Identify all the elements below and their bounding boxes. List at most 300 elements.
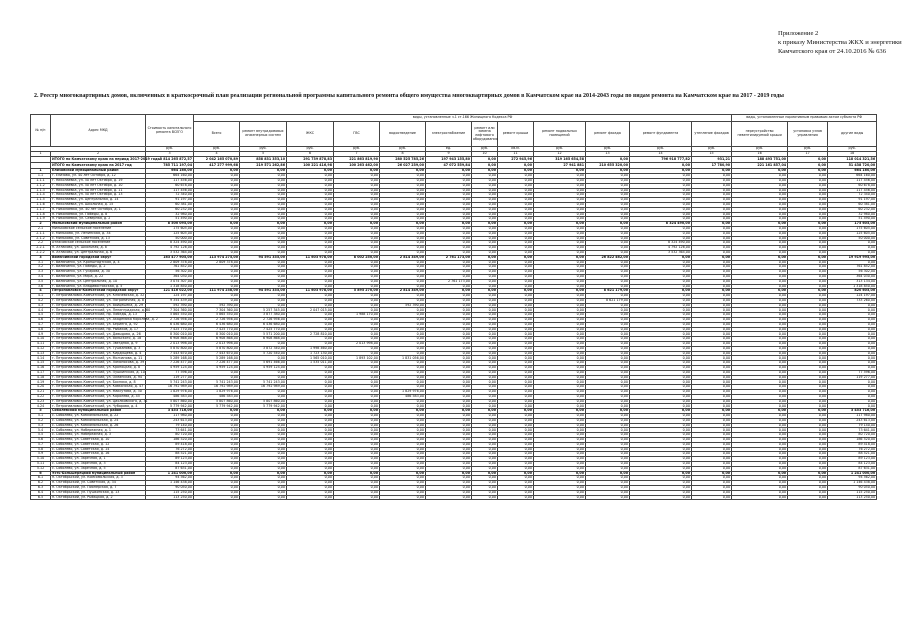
row-value: 0,00 — [788, 414, 828, 419]
row-value: 0,00 — [287, 260, 334, 265]
row-value: 0,00 — [692, 178, 732, 183]
row-value: 0,00 — [692, 265, 732, 270]
row-value: 0,00 — [630, 414, 692, 419]
row-value: 0,00 — [630, 457, 692, 462]
row-value: 0,00 — [380, 423, 426, 428]
row-value: 88 521,00 — [146, 452, 194, 457]
row-value: 0,00 — [287, 380, 334, 385]
row-value: 0,00 — [586, 337, 630, 342]
row-value: 592 390,00 — [146, 303, 194, 308]
row-value: 0,00 — [498, 183, 534, 188]
row-value: 0,00 — [426, 337, 472, 342]
row-value: 0,00 — [498, 476, 534, 481]
row-value: 0,00 — [194, 202, 240, 207]
row-value: 0,00 — [334, 337, 380, 342]
row-value: 0,00 — [586, 471, 630, 476]
row-value: 0,00 — [586, 250, 630, 255]
row-value: 0,00 — [380, 404, 426, 409]
row-address: г. Петропавловск-Камчатский, ул. Ломоносова, д. 39 — [52, 360, 145, 365]
row-value: 0,00 — [586, 433, 630, 438]
row-value: 117 456,00 — [828, 178, 877, 183]
row-value: 7 425 770,00 — [240, 327, 287, 332]
row-value: 0,00 — [334, 495, 380, 500]
row-value: 0,00 — [380, 471, 426, 476]
row-value: 0,00 — [732, 390, 788, 395]
row-address: Усть-Большерецкий муниципальный район — [51, 471, 146, 476]
row-value: 0,00 — [586, 332, 630, 337]
column-header: ремонт фундамента — [630, 122, 692, 147]
row-number: 2.1 — [31, 226, 51, 231]
row-value: 0,00 — [534, 380, 586, 385]
row-value: 0,00 — [630, 366, 692, 371]
row-value: 0,00 — [630, 418, 692, 423]
row-value: 0,00 — [788, 157, 828, 163]
row-value: 0,00 — [240, 342, 287, 347]
row-value: 2 047 015,00 — [287, 308, 334, 313]
row-address: ИТОГО по Камчатскому краю на 2017 год — [51, 163, 146, 169]
row-value: 0,00 — [380, 308, 426, 313]
column-header: водоотведение — [380, 122, 426, 147]
row-value: 0,00 — [426, 485, 472, 490]
row-address: г. Петропавловск-Камчатский, ул. Тушканова, д. 3 — [51, 346, 146, 351]
row-value: 0,00 — [534, 481, 586, 486]
row-value: 0,00 — [534, 178, 586, 183]
row-value: 0,00 — [498, 163, 534, 169]
row-value: 1 829 976,00 — [380, 390, 426, 395]
row-value: 117 456,00 — [828, 188, 877, 193]
row-value: 0,00 — [287, 298, 334, 303]
row-value: 8 621 179,00 — [586, 298, 630, 303]
column-header: ЖКС — [287, 122, 334, 147]
row-value: 0,00 — [240, 265, 287, 270]
row-value: 3 877 380,00 — [240, 313, 287, 318]
row-value: 0,00 — [380, 461, 426, 466]
row-value: 0,00 — [334, 303, 380, 308]
row-value: 0,00 — [334, 265, 380, 270]
row-value: 0,00 — [287, 423, 334, 428]
row-address: г. Петропавловск-Камчатский, ул. Океанская, д. 94 — [51, 375, 146, 380]
unit-cell: руб. — [146, 147, 194, 152]
row-value: 0,00 — [630, 404, 692, 409]
row-value: 0,00 — [692, 313, 732, 318]
row-value: 0,00 — [380, 351, 426, 356]
row-value: 0,00 — [334, 351, 380, 356]
row-value: 0,00 — [692, 212, 732, 217]
row-value: 0,00 — [692, 217, 732, 222]
row-value: 0,00 — [472, 222, 498, 227]
row-value: 0,00 — [498, 332, 534, 337]
row-value: 0,00 — [472, 226, 498, 231]
column-header: ГВС — [334, 122, 380, 147]
row-value: 0,00 — [426, 183, 472, 188]
row-value: 0,00 — [534, 198, 586, 203]
row-value: 0,00 — [630, 399, 692, 404]
row-value: 0,00 — [472, 289, 498, 294]
row-value: 0,00 — [426, 327, 472, 332]
row-value: 0,00 — [472, 274, 498, 279]
row-value: 0,00 — [498, 241, 534, 246]
row-value: 0,00 — [534, 490, 586, 495]
row-value: 0,00 — [426, 274, 472, 279]
row-value: 820 605,00 — [828, 289, 877, 294]
row-value: 0,00 — [692, 284, 732, 289]
row-value: 0,00 — [534, 399, 586, 404]
column-header: электроснабжение — [426, 122, 472, 147]
row-value: 664 160,00 — [146, 174, 194, 179]
row-value: 0,00 — [426, 452, 472, 457]
row-value: 796 918 777,82 — [630, 157, 692, 163]
row-value: 50 000,00 — [828, 236, 877, 241]
row-value: 0,00 — [586, 399, 630, 404]
row-value: 3 532 364,00 — [146, 250, 194, 255]
row-number: 4.23 — [31, 399, 51, 404]
row-value: 27 941 881 — [534, 163, 586, 169]
row-number: 4.7 — [31, 322, 51, 327]
row-value: 0,00 — [472, 183, 498, 188]
row-value: 0,00 — [630, 308, 692, 313]
row-value: 0,00 — [788, 461, 828, 466]
row-value: 0,00 — [692, 370, 732, 375]
row-value: 0,00 — [240, 183, 287, 188]
row-value: 0,00 — [472, 207, 498, 212]
row-number: 3.2 — [31, 265, 51, 270]
row-value: 0,00 — [498, 202, 534, 207]
row-value: 1 146 438,00 — [146, 481, 194, 486]
row-value: 4 959 124,00 — [240, 366, 287, 371]
column-header: ремонт фасада — [586, 122, 630, 147]
row-value: 0,00 — [472, 418, 498, 423]
row-value: 0,00 — [426, 447, 472, 452]
row-value: 0,00 — [472, 375, 498, 380]
row-value: 0,00 — [498, 366, 534, 371]
unit-cell: руб. — [334, 147, 380, 152]
row-value: 0,00 — [732, 284, 788, 289]
row-value: 0,00 — [586, 207, 630, 212]
column-header: установка узлов управления — [788, 122, 828, 147]
row-value: 91 197,00 — [828, 198, 877, 203]
row-number: 4.18 — [31, 375, 51, 380]
row-value: 0,00 — [828, 332, 877, 337]
row-value: 0,00 — [498, 485, 534, 490]
row-value: 0,00 — [472, 466, 498, 471]
row-value: 8 500 095,00 — [146, 222, 194, 227]
row-value: 0,00 — [630, 433, 692, 438]
row-value: 0,00 — [472, 442, 498, 447]
row-value: 0,00 — [194, 409, 240, 414]
row-value: 0,00 — [334, 327, 380, 332]
row-value: 0,00 — [426, 375, 472, 380]
row-value: 0,00 — [472, 169, 498, 174]
row-value: 0,00 — [498, 414, 534, 419]
row-value: 0,00 — [586, 274, 630, 279]
row-value: 0,00 — [692, 274, 732, 279]
row-value: 0,00 — [498, 193, 534, 198]
row-value: 0,00 — [194, 193, 240, 198]
row-value: 0,00 — [287, 222, 334, 227]
header-cost: Стоимость капитального ремонта ВСЕГО — [146, 115, 194, 147]
row-value: 0,00 — [534, 438, 586, 443]
row-value: 0,00 — [586, 193, 630, 198]
row-value: 0,00 — [732, 318, 788, 323]
row-address: Елизовский муниципальный район — [51, 169, 146, 174]
row-value: 0,00 — [287, 178, 334, 183]
row-value: 88 521,00 — [828, 452, 877, 457]
row-value: 0,00 — [498, 322, 534, 327]
row-value: 0,00 — [788, 318, 828, 323]
row-address: г. Петропавловск-Камчатский, ул. Академика Королева, д. 2 — [52, 317, 159, 322]
row-address: г. Вилючинск, ул. Гусарова, д. 30 — [51, 270, 146, 275]
row-value: 0,00 — [732, 279, 788, 284]
row-value: 11 603 978,00 — [287, 289, 334, 294]
row-value: 51 490,00 — [828, 217, 877, 222]
row-value: 0,00 — [788, 289, 828, 294]
row-value: 0,00 — [334, 428, 380, 433]
row-value: 0,00 — [692, 495, 732, 500]
row-value: 125 605,00 — [828, 231, 877, 236]
row-value: 0,00 — [534, 231, 586, 236]
row-value: 1 829 976,00 — [194, 390, 240, 395]
row-value: 5 865 550,00 — [146, 313, 194, 318]
row-value: 0,00 — [498, 236, 534, 241]
column-header: ремонт или замена лифтового оборудования — [472, 122, 498, 147]
row-value: 0,00 — [788, 346, 828, 351]
row-value: 0,00 — [498, 255, 534, 260]
row-value: 0,00 — [788, 327, 828, 332]
row-value: 0,00 — [334, 207, 380, 212]
row-value: 0,00 — [692, 476, 732, 481]
row-value: 0,00 — [732, 174, 788, 179]
row-value: 0,00 — [732, 337, 788, 342]
row-value: 5 741 243,00 — [194, 380, 240, 385]
row-value: 0,00 — [498, 370, 534, 375]
row-value: 0,00 — [426, 471, 472, 476]
row-value: 0,00 — [334, 447, 380, 452]
row-value: 3 532 364,00 — [630, 250, 692, 255]
row-value: 0,00 — [426, 303, 472, 308]
row-value: 0,00 — [334, 178, 380, 183]
row-value: 0,00 — [334, 490, 380, 495]
row-address: г. Николаевка, ул. 50 лет Октября, д. 19 — [51, 178, 146, 183]
row-value: 5 807 860,00 — [194, 399, 240, 404]
row-value: 0,00 — [630, 370, 692, 375]
row-value: 0,00 — [732, 399, 788, 404]
row-address: г. Петропавловск-Камчатский, ул. Кирдищева, д. 4 — [51, 351, 146, 356]
row-value: 0,00 — [240, 298, 287, 303]
row-address: п. Октябрьский, ул. Рыбацкая, д. 2 — [51, 495, 146, 500]
row-value: 0,00 — [194, 274, 240, 279]
row-value: 0,00 — [586, 447, 630, 452]
row-value: 0,00 — [287, 375, 334, 380]
row-value: 0,00 — [426, 380, 472, 385]
row-value: 0,00 — [788, 332, 828, 337]
row-value: 0,00 — [472, 495, 498, 500]
row-value: 0,00 — [472, 303, 498, 308]
row-value: 124 197,00 — [146, 294, 194, 299]
row-value: 32 980,00 — [828, 212, 877, 217]
row-value: 6 908 868,00 — [240, 337, 287, 342]
row-value: 0,00 — [380, 313, 426, 318]
row-value: 0,00 — [630, 495, 692, 500]
row-value: 0,00 — [788, 476, 828, 481]
row-number: 4.21 — [31, 390, 51, 395]
row-value: 0,00 — [586, 279, 630, 284]
row-value: 0,00 — [194, 375, 240, 380]
row-value: 0,00 — [426, 332, 472, 337]
row-value: 0,00 — [586, 452, 630, 457]
row-value: 0,00 — [287, 241, 334, 246]
row-value: 0,00 — [194, 471, 240, 476]
row-value: 0,00 — [788, 370, 828, 375]
row-value: 0,00 — [380, 442, 426, 447]
row-value: 0,00 — [732, 481, 788, 486]
row-value: 0,00 — [630, 385, 692, 390]
row-value: 1 241 000,00 — [146, 471, 194, 476]
row-value: 0,00 — [194, 174, 240, 179]
row-value: 0,00 — [426, 356, 472, 361]
row-value: 0,00 — [586, 351, 630, 356]
row-value: 0,00 — [586, 428, 630, 433]
row-value: 0,00 — [586, 270, 630, 275]
row-value: 0,00 — [426, 394, 472, 399]
row-value: 0,00 — [788, 265, 828, 270]
row-value: 175 605,00 — [828, 226, 877, 231]
row-number: 1.1.3 — [31, 188, 51, 193]
row-number: 5.10 — [31, 457, 51, 462]
row-value: 0,00 — [828, 356, 877, 361]
row-value: 0,00 — [287, 193, 334, 198]
row-value: 79 140,00 — [828, 423, 877, 428]
row-value: 0,00 — [194, 250, 240, 255]
row-value: 0,00 — [630, 188, 692, 193]
row-value: 5 741 243,00 — [146, 380, 194, 385]
row-value: 0,00 — [334, 414, 380, 419]
row-value: 0,00 — [534, 284, 586, 289]
row-value: 0,00 — [732, 270, 788, 275]
row-value: 16 792 989,00 — [194, 385, 240, 390]
row-value: 0,00 — [287, 202, 334, 207]
row-value: 0,00 — [240, 193, 287, 198]
row-value: 0,00 — [240, 260, 287, 265]
row-value: 60 381,00 — [146, 202, 194, 207]
row-value: 1 535 011,00 — [287, 361, 334, 366]
row-value: 0,00 — [630, 265, 692, 270]
row-value: 0,00 — [426, 366, 472, 371]
row-value: 0,00 — [472, 250, 498, 255]
row-value: 0,00 — [788, 313, 828, 318]
row-value: 0,00 — [380, 260, 426, 265]
row-value: 0,00 — [534, 207, 586, 212]
row-value: 0,00 — [534, 169, 586, 174]
row-value: 0,00 — [732, 308, 788, 313]
row-value: 2 761 173,00 — [426, 279, 472, 284]
row-value: 0,00 — [586, 318, 630, 323]
header-extra: виды, установленные нормативным правовым актом субъекта РФ — [732, 115, 877, 122]
row-value: 0,00 — [287, 481, 334, 486]
row-value: 7 226 477,00 — [194, 361, 240, 366]
row-value: 0,00 — [498, 428, 534, 433]
row-value: 0,00 — [498, 337, 534, 342]
row-value: 0,00 — [380, 332, 426, 337]
row-value: 0,00 — [498, 346, 534, 351]
row-value: 94 562,00 — [828, 476, 877, 481]
row-value: 0,00 — [380, 342, 426, 347]
row-value: 6 908 868,00 — [194, 337, 240, 342]
row-value: 0,00 — [692, 308, 732, 313]
row-value: 0,00 — [586, 284, 630, 289]
row-number: 4.19 — [31, 380, 51, 385]
appendix-block — [778, 29, 902, 56]
row-value: 76 272,00 — [146, 447, 194, 452]
row-number: 4.8 — [31, 327, 51, 332]
row-value: 0,00 — [788, 447, 828, 452]
row-value: 0,00 — [692, 361, 732, 366]
row-address: п. Николаевка, ул. Победы, д. 8 — [51, 212, 146, 217]
row-value: 0,00 — [630, 394, 692, 399]
row-value: 1 998 460,00 — [287, 346, 334, 351]
row-value: 0,00 — [426, 178, 472, 183]
row-value: 100 221 416,98 — [287, 163, 334, 169]
row-number: 5 — [31, 409, 51, 414]
row-value: 0,00 — [586, 461, 630, 466]
row-number: 4.11 — [31, 342, 51, 347]
row-value: 0,00 — [630, 447, 692, 452]
row-value: 0,00 — [788, 471, 828, 476]
row-value: 0,00 — [334, 399, 380, 404]
row-value: 0,00 — [534, 390, 586, 395]
row-value: 0,00 — [828, 346, 877, 351]
row-value: 0,00 — [426, 457, 472, 462]
row-value: 2 042 165 070,89 — [194, 157, 240, 163]
row-number: 5.4 — [31, 428, 51, 433]
row-value: 0,00 — [240, 495, 287, 500]
row-value: 0,00 — [194, 246, 240, 251]
row-value: 0,00 — [380, 414, 426, 419]
unit-cell: руб. — [380, 147, 426, 152]
row-value: 0,00 — [287, 169, 334, 174]
row-value: 0,00 — [380, 370, 426, 375]
row-value: 0,00 — [240, 188, 287, 193]
row-value: 0,00 — [586, 409, 630, 414]
row-value: 0,00 — [334, 284, 380, 289]
row-number: 4.12 — [31, 346, 51, 351]
row-value: 0,00 — [472, 279, 498, 284]
row-value: 0,00 — [498, 418, 534, 423]
row-value: 0,00 — [334, 332, 380, 337]
row-value: 0,00 — [472, 284, 498, 289]
row-value: 0,00 — [586, 457, 630, 462]
row-address: с. Соболево, ул. Комсомольская, д. 22 — [51, 414, 146, 419]
row-value: 0,00 — [498, 174, 534, 179]
row-value: 0,00 — [630, 260, 692, 265]
row-value: 0,00 — [732, 366, 788, 371]
row-value: 0,00 — [692, 332, 732, 337]
row-number: 4.9 — [31, 332, 51, 337]
row-value: 0,00 — [240, 476, 287, 481]
row-address: Атласовское сельское поселение — [51, 241, 146, 246]
row-value: 0,00 — [692, 366, 732, 371]
row-value: 0,00 — [194, 428, 240, 433]
row-value: 0,00 — [732, 433, 788, 438]
row-value: 0,00 — [287, 313, 334, 318]
row-value: 0,00 — [380, 284, 426, 289]
row-value: 0,00 — [426, 346, 472, 351]
row-value: 0,00 — [732, 303, 788, 308]
row-value: 0,00 — [788, 250, 828, 255]
row-value: 0,00 — [732, 385, 788, 390]
row-value: 0,00 — [426, 433, 472, 438]
row-value: 0,00 — [426, 236, 472, 241]
row-value: 0,00 — [380, 385, 426, 390]
